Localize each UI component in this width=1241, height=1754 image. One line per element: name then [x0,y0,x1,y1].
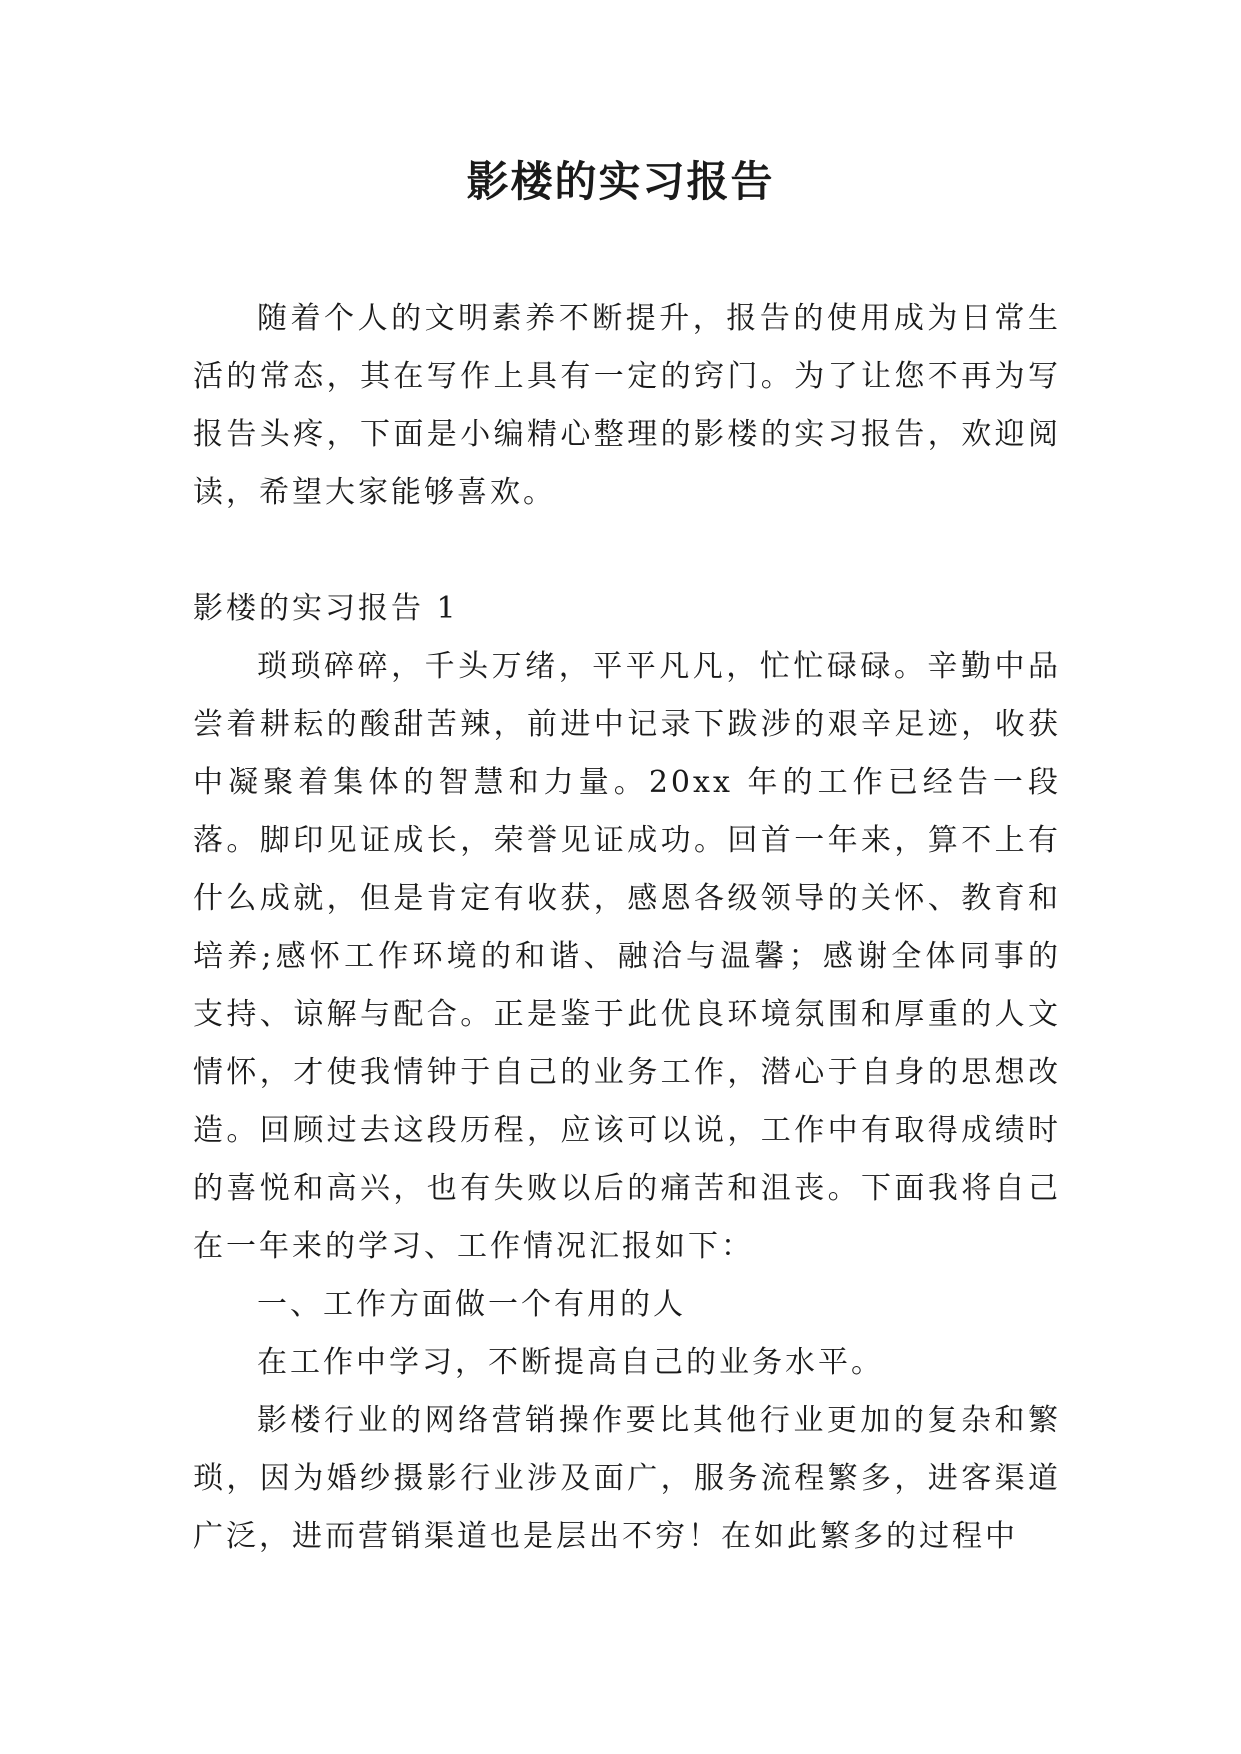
body-paragraph-4: 影楼行业的网络营销操作要比其他行业更加的复杂和繁琐，因为婚纱摄影行业涉及面广，服务流程繁多，进客渠道广泛，进而营销渠道也是层出不穷！在如此繁多的过程中 [193,1403,1061,1554]
body-paragraph-1: 琐琐碎碎，千头万绪，平平凡凡，忙忙碌碌。辛勤中品尝着耕耘的酸甜苦辣，前进中记录下跋涉的艰辛足迹，收获中凝聚着集体的智慧和力量。20xx 年的工作已经告一段落。脚印见证成长，荣誉见证成功。回首一年来，算不上有什么成就，但是肯定有收获，感恩各级领导的关怀、教育和培养;感怀工作环境的和谐、融洽与温馨；感谢全体同事的支持、谅解与配合。正是鉴于此优良环境氛围和厚重的人文情怀，才使我情钟于自己的业务工作，潜心于自身的思想改造。回顾过去这段历程，应该可以说，工作中有取得成绩时的喜悦和高兴，也有失败以后的痛苦和沮丧。下面我将自己在一年来的学习、工作情况汇报如下： [193,649,1061,1264]
section-heading: 影楼的实习报告 1 [193,591,459,626]
body-paragraph-2: 一、工作方面做一个有用的人 [257,1287,686,1322]
document-title: 影楼的实习报告 [466,157,775,206]
body-paragraph-3: 在工作中学习，不断提高自己的业务水平。 [257,1345,884,1380]
intro-paragraph: 随着个人的文明素养不断提升，报告的使用成为日常生活的常态，其在写作上具有一定的窍门。为了让您不再为写报告头疼，下面是小编精心整理的影楼的实习报告，欢迎阅读，希望大家能够喜欢。 [193,301,1061,510]
document-body [193,290,1061,1566]
